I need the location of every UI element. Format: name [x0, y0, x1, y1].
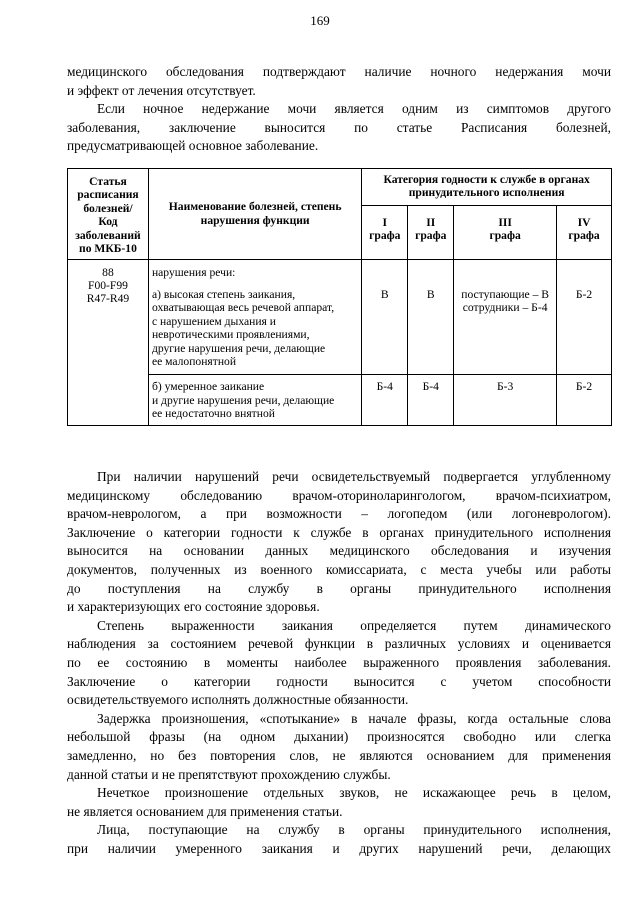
header-col-3: III графа	[454, 205, 557, 259]
article-code-cell: 88 F00-F99 R47-R49	[68, 259, 149, 425]
row-b-grade-3: Б-3	[454, 375, 557, 425]
header-col-1: I графа	[362, 205, 408, 259]
header-disease-name: Наименование болезней, степень нарушения функции	[148, 169, 361, 260]
page-number: 169	[310, 13, 330, 28]
header-col-2: II графа	[408, 205, 454, 259]
row-b-grade-4: Б-2	[557, 375, 612, 425]
row-b-grade-2: Б-4	[408, 375, 454, 425]
intro-paragraph-2	[67, 100, 611, 156]
row-a-grade-3: поступающие – В сотрудники – Б-4	[454, 259, 557, 375]
text-line: медицинского обследования подтверждают наличие ночного недержания мочи	[67, 64, 611, 79]
body-paragraph-4: Нечеткое произношение отдельных звуков, не искажающее речь в целом, не является основанием для применения статьи.	[67, 785, 611, 819]
row-a-name: нарушения речи: а) высокая степень заикания, охватывающая весь речевой аппарат, с нарушением дыхания и невротическими проявлениями, другие нарушения речи, делающие ее малопонятной	[148, 259, 361, 375]
text-line: и эффект от лечения отсутствует.	[67, 82, 256, 98]
intro-text	[67, 63, 611, 156]
row-a-grade-1: В	[362, 259, 408, 375]
row-a-grade-2: В	[408, 259, 454, 375]
row-b-name: б) умеренное заикание и другие нарушения речи, делающие ее недостаточно внятной	[148, 375, 361, 425]
body-paragraph-1: При наличии нарушений речи освидетельствуемый подвергается углубленному медицинскому обследованию врачом-оториноларингологом, врачом-психиатром, врачом-неврологом, а при возможности – логопедом (или логоневрологом). Заключение о категории годности к службе в органах принудительного исполнения выносится на основании данных медицинского обследования и изучения документов, полученных из военного комиссариата, с места учебы или работы до поступления на службу в органы принудительного исполнения и характеризующих его состояние здоровья.	[67, 469, 611, 615]
header-category: Категория годности к службе в органах принудительного исполнения	[362, 169, 612, 206]
section-title: нарушения речи:	[151, 265, 236, 279]
header-col-4: IV графа	[557, 205, 612, 259]
header-article: Статья расписания болезней/ Код заболеваний по МКБ-10	[68, 169, 149, 260]
body-paragraph-3: Задержка произношения, «спотыкание» в начале фразы, когда остальные слова небольшой фразы (на одном дыхании) произносятся свободно или слегка замедленно, но без повторения слов, не являются основанием для применения данной статьи и не препятствуют прохождению службы.	[67, 710, 611, 782]
text-line: заболевания, заключение выносится по статье Расписания болезней,	[67, 119, 611, 135]
row-b-grade-1: Б-4	[362, 375, 408, 425]
intro-paragraph-1	[67, 63, 611, 100]
text-line: Если ночное недержание мочи является одним из симптомов другого	[97, 101, 611, 117]
row-a-grade-4: Б-2	[557, 259, 612, 375]
disease-category-table	[67, 168, 612, 426]
text-line: предусматривающей основное заболевание.	[67, 138, 319, 154]
body-text	[67, 468, 611, 858]
body-paragraph-5: Лица, поступающие на службу в органы принудительного исполнения, при наличии умеренного заикания и других нарушений речи, делающих	[67, 822, 611, 856]
body-paragraph-2: Степень выраженности заикания определяется путем динамического наблюдения за состоянием речевой функции в различных условиях и оценивается по ее состоянию в моменты наиболее выраженного проявления заболевания. Заключение о категории годности выносится с учетом способности освидетельствуемого исполнять должностные обязанности.	[67, 617, 611, 708]
